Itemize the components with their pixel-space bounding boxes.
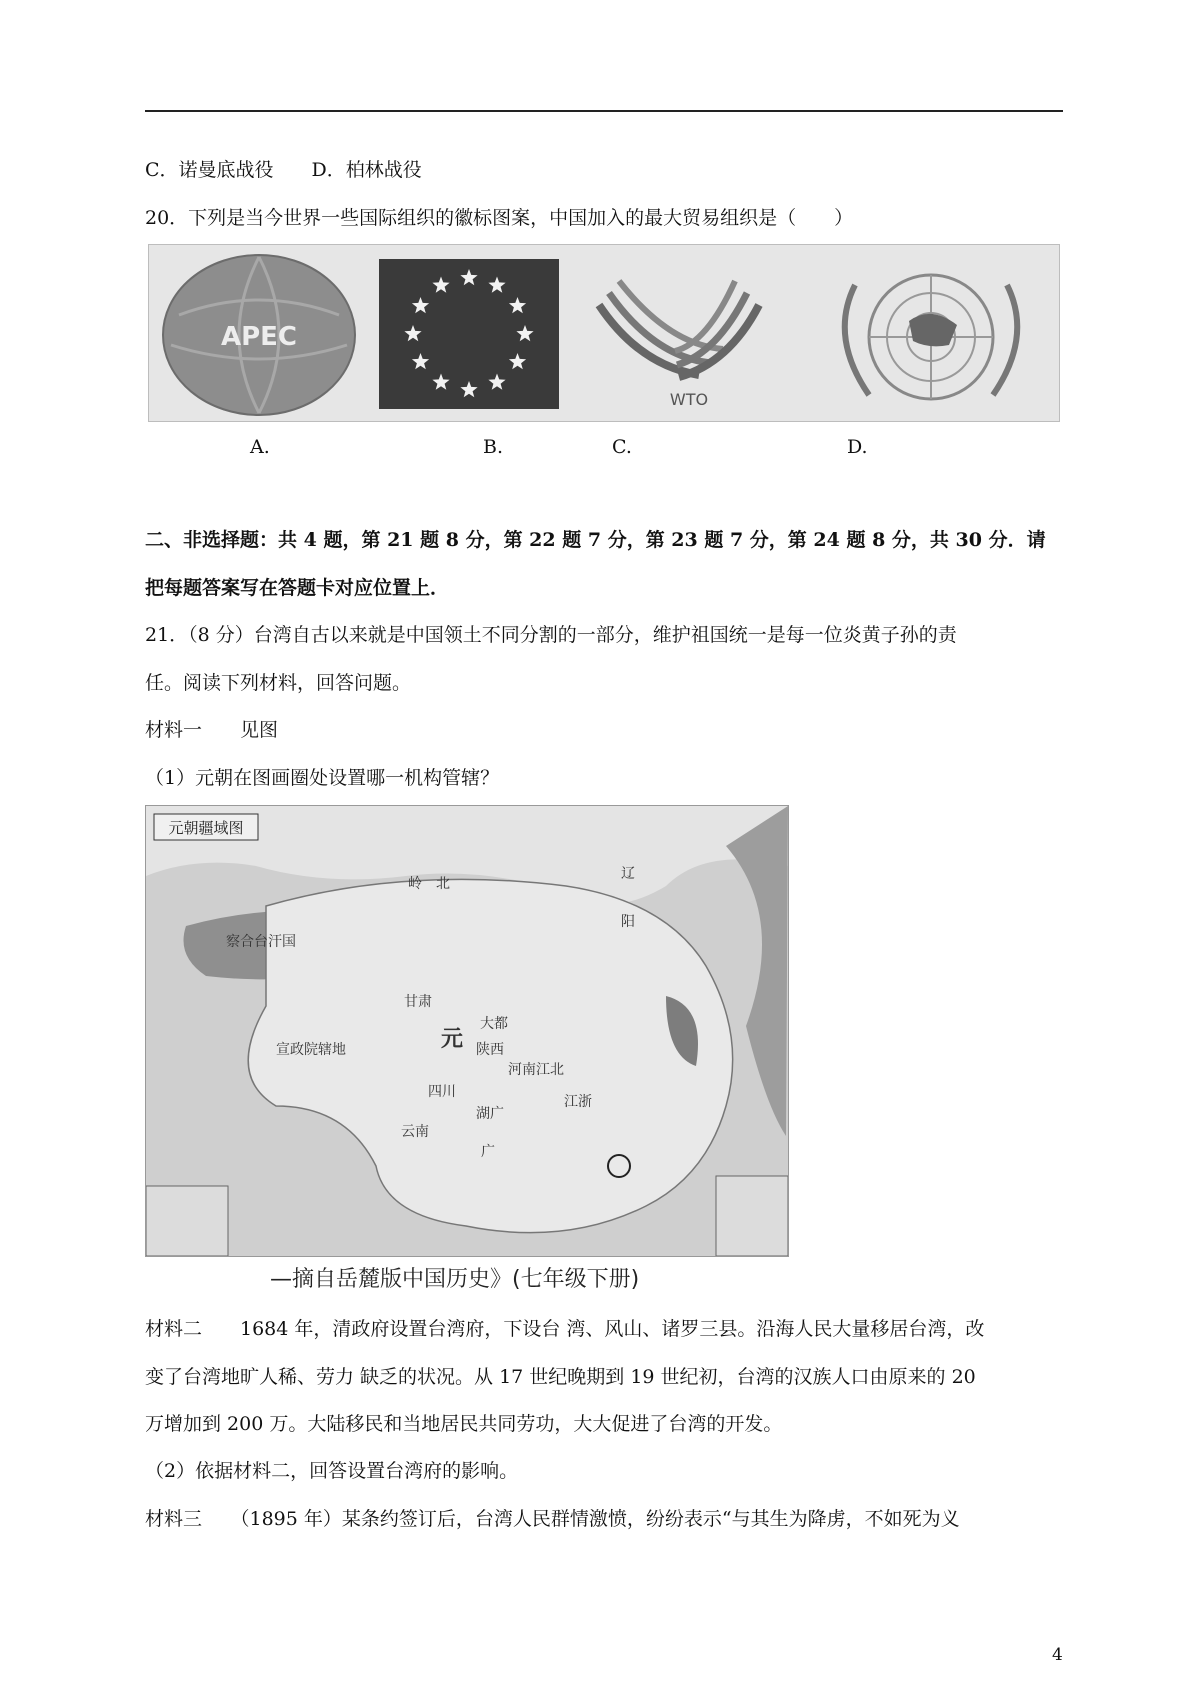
- svg-text:四川: 四川: [428, 1084, 456, 1100]
- svg-text:岭 北: 岭 北: [408, 876, 450, 892]
- svg-text:APEC: APEC: [220, 322, 298, 352]
- svg-text:宣政院辖地: 宣政院辖地: [276, 1042, 346, 1058]
- option-c: C.: [612, 436, 632, 458]
- svg-text:阳: 阳: [621, 914, 635, 930]
- q21-intro-line1: 21．（8 分）台湾自古以来就是中国领土不同分割的一部分，维护祖国统一是每一位炎黄子孙的责: [145, 624, 957, 646]
- svg-text:元: 元: [441, 1027, 464, 1052]
- option-a: A.: [250, 436, 270, 458]
- svg-text:陕西: 陕西: [476, 1042, 504, 1058]
- option-b: B.: [483, 436, 504, 458]
- logos-image: [148, 244, 1060, 422]
- eu-flag-logo: [374, 245, 564, 421]
- svg-text:广: 广: [481, 1144, 495, 1160]
- q21-intro-line2: 任。阅读下列材料，回答问题。: [145, 672, 412, 694]
- apec-logo: [149, 245, 359, 421]
- section2-heading-line2: 把每题答案写在答题卡对应位置上．: [145, 577, 450, 599]
- q21-sub2: （2）依据材料二，回答设置台湾府的影响。: [145, 1460, 519, 1482]
- svg-text:元朝疆域图: 元朝疆域图: [168, 819, 244, 837]
- option-d: D.: [847, 436, 868, 458]
- material1-label: 材料一 见图: [145, 719, 279, 741]
- q19-options: C．诺曼底战役 D．柏林战役: [145, 159, 422, 181]
- page-number: 4: [1052, 1645, 1063, 1665]
- wto-logo: [579, 245, 779, 421]
- q20-stem: 20．下列是当今世界一些国际组织的徽标图案，中国加入的最大贸易组织是（ ）: [145, 207, 854, 229]
- svg-text:湖广: 湖广: [476, 1106, 504, 1122]
- section2-heading-line1: 二、非选择题：共 4 题，第 21 题 8 分，第 22 题 7 分，第 23 题 7 分，第 24 题 8 分，共 30 分．请: [145, 529, 1046, 551]
- yuan-map-image: [145, 805, 789, 1257]
- svg-text:河南江北: 河南江北: [508, 1062, 564, 1078]
- svg-text:江浙: 江浙: [564, 1094, 592, 1110]
- svg-text:辽: 辽: [621, 866, 635, 882]
- material3-line1: 材料三 （1895 年）某条约签订后，台湾人民群情激愤，纷纷表示“与其生为降虏，不如死为义: [145, 1508, 960, 1530]
- material2-line3: 万增加到 200 万。大陆移民和当地居民共同劳功，大大促进了台湾的开发。: [145, 1413, 783, 1435]
- header-rule: [145, 110, 1063, 112]
- svg-text:大都: 大都: [480, 1016, 508, 1032]
- map-caption: —摘自岳麓版中国历史》(七年级下册): [270, 1267, 640, 1292]
- material2-line2: 变了台湾地旷人稀、劳力 缺乏的状况。从 17 世纪晚期到 19 世纪初，台湾的汉族人口由原来的 20: [145, 1366, 976, 1388]
- un-logo: [809, 245, 1054, 421]
- svg-text:察合台汗国: 察合台汗国: [226, 934, 296, 950]
- svg-text:云南: 云南: [401, 1124, 429, 1140]
- svg-text:甘肃: 甘肃: [404, 994, 432, 1010]
- q21-sub1: （1）元朝在图画圈处设置哪一机构管辖？: [145, 767, 500, 789]
- material2-line1: 材料二 1684 年，清政府设置台湾府，下设台 湾、风山、诸罗三县。沿海人民大量移居台湾，改: [145, 1318, 985, 1340]
- svg-text:WTO: WTO: [669, 390, 709, 409]
